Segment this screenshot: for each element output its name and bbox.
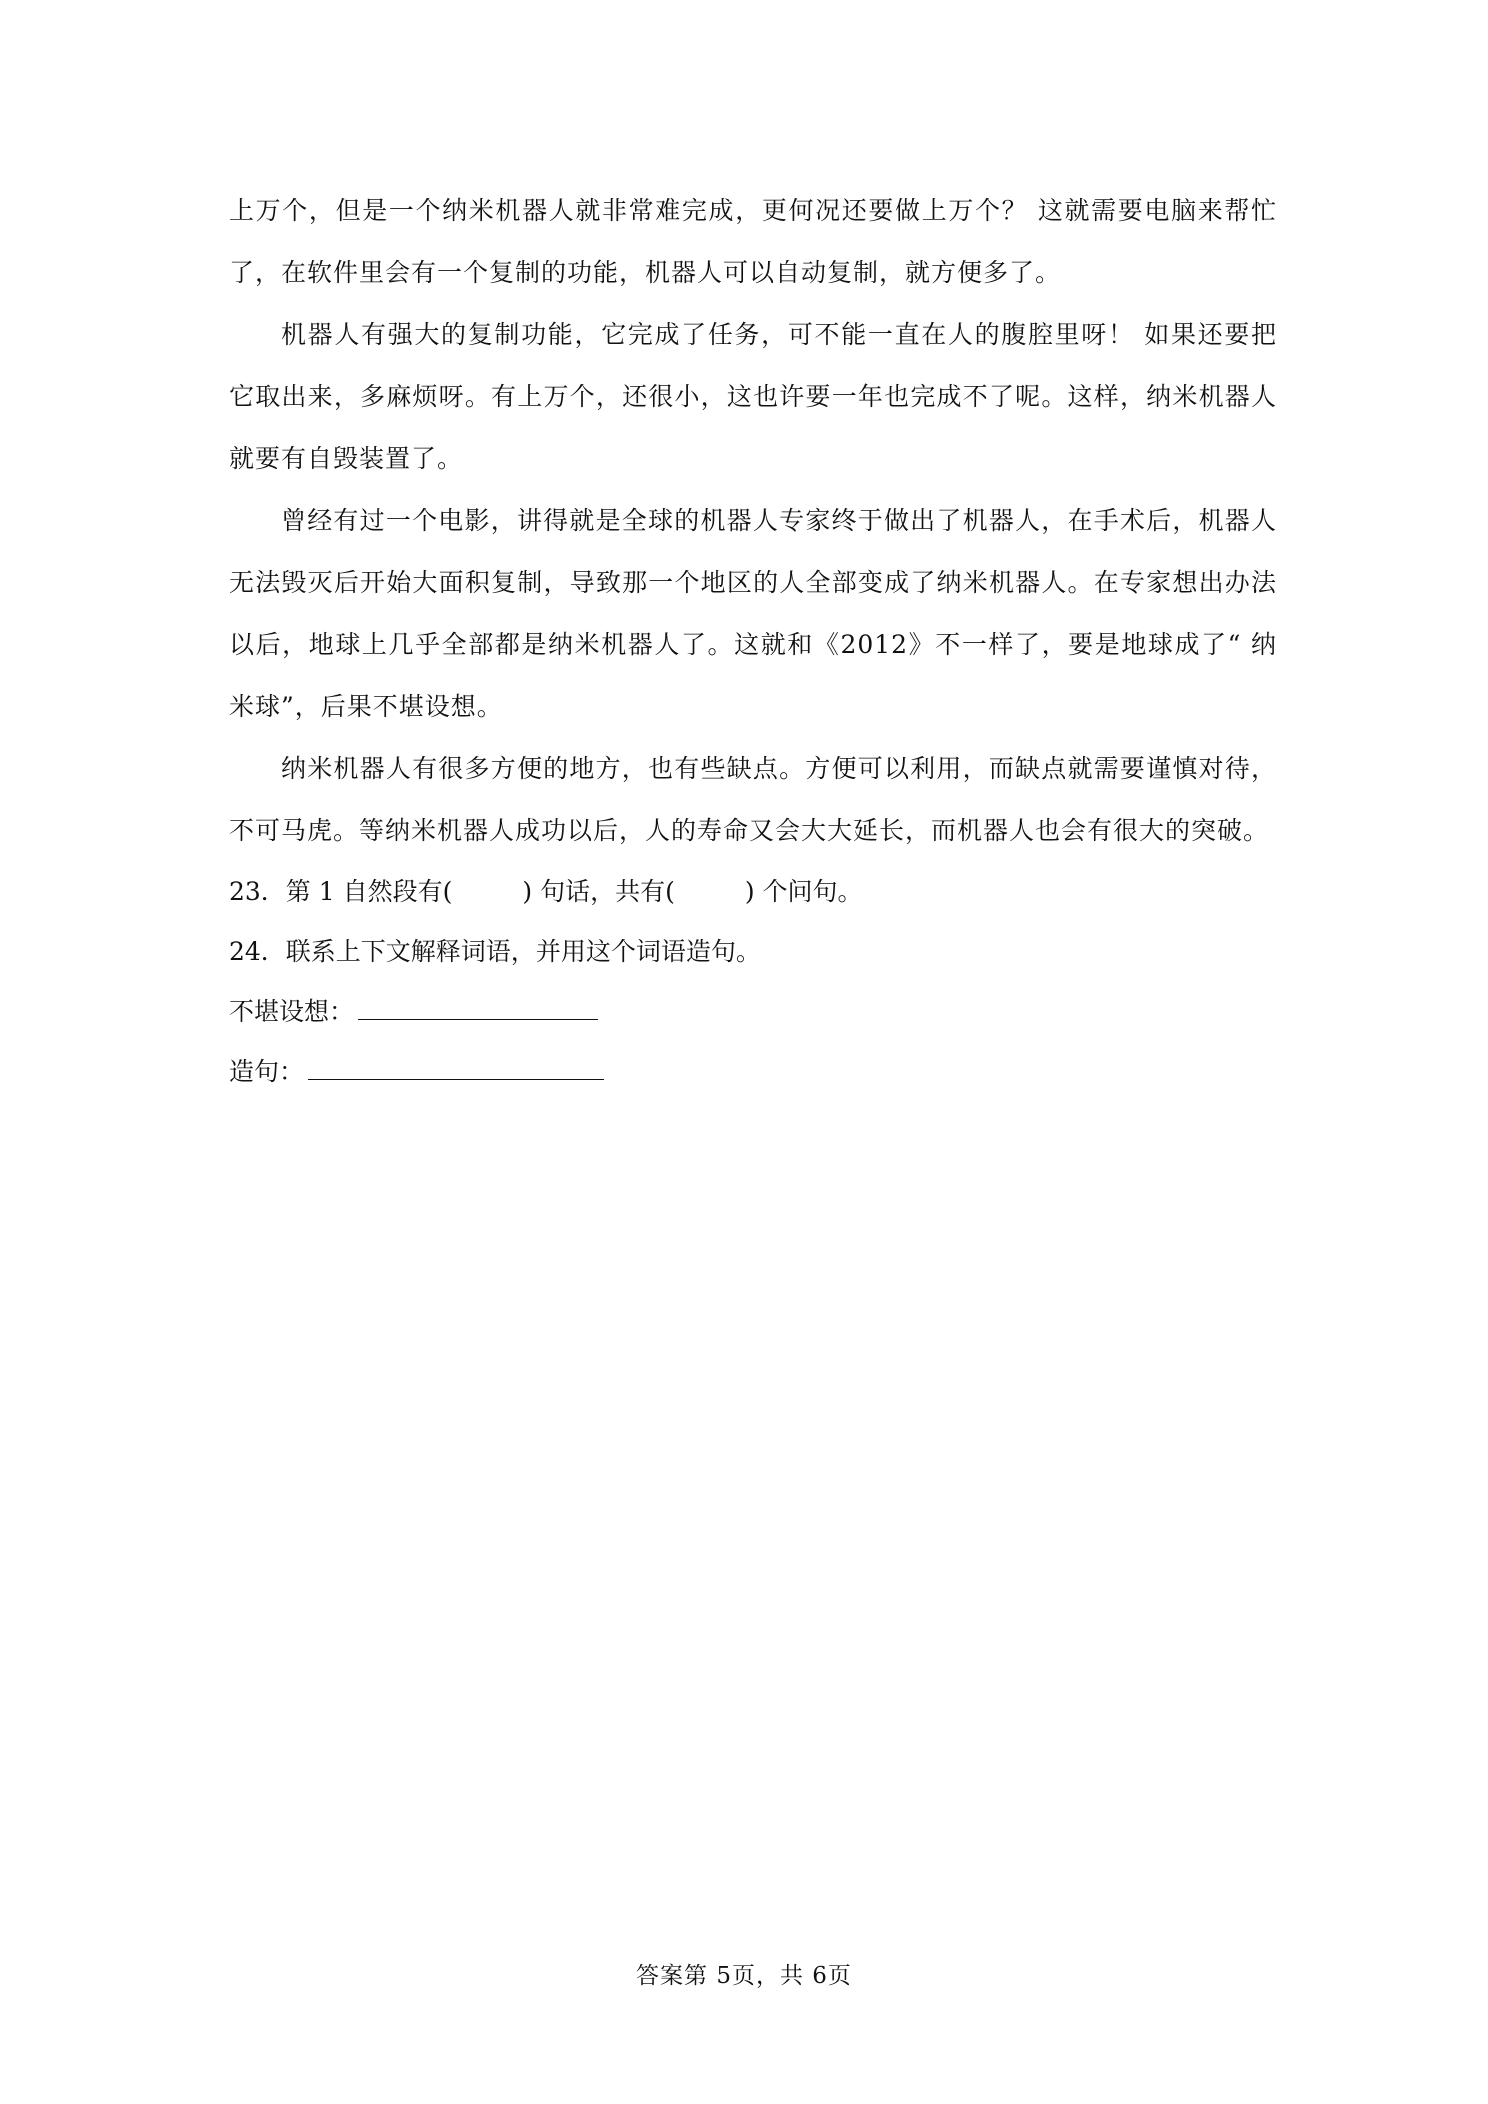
question-23-prefix: 23．第 1 自然段有(	[229, 877, 453, 906]
passage-paragraph-4: 纳米机器人有很多方便的地方，也有些缺点。方便可以利用，而缺点就需要谨慎对待，不可马虎。等纳米机器人成功以后，人的寿命又会大大延长，而机器人也会有很大的突破。	[229, 754, 1277, 845]
page-content	[229, 180, 1277, 1102]
page-footer: 答案第 5页，共 6页	[636, 1963, 852, 1989]
question-24: 24．联系上下文解释词语，并用这个词语造句。	[229, 937, 761, 966]
passage-paragraph-3: 曾经有过一个电影，讲得就是全球的机器人专家终于做出了机器人，在手术后，机器人无法毁灭后开始大面积复制，导致那一个地区的人全部变成了纳米机器人。在专家想出办法以后，地球上几乎全部都是纳米机器人了。这就和《2012》不一样了，要是地球成了“ 纳米球”，后果不堪设想。	[229, 506, 1277, 721]
sentence-label: 造句：	[229, 1057, 305, 1086]
sentence-blank[interactable]	[308, 1078, 604, 1080]
passage-paragraph-1: 上万个，但是一个纳米机器人就非常难完成，更何况还要做上万个？ 这就需要电脑来帮忙了，在软件里会有一个复制的功能，机器人可以自动复制，就方便多了。	[229, 196, 1277, 287]
meaning-label: 不堪设想：	[229, 997, 355, 1026]
passage-paragraph-2: 机器人有强大的复制功能，它完成了任务，可不能一直在人的腹腔里呀！ 如果还要把它取出来，多麻烦呀。有上万个，还很小，这也许要一年也完成不了呢。这样，纳米机器人就要有自毁装置了。	[229, 320, 1277, 473]
meaning-answer-line	[229, 982, 1277, 1042]
sentence-answer-line	[229, 1042, 1277, 1102]
question-23-mid: ) 句话，共有(	[522, 877, 675, 906]
question-23-suffix: ) 个问句。	[744, 877, 863, 906]
meaning-blank[interactable]	[358, 1018, 598, 1020]
question-23	[229, 862, 1277, 922]
